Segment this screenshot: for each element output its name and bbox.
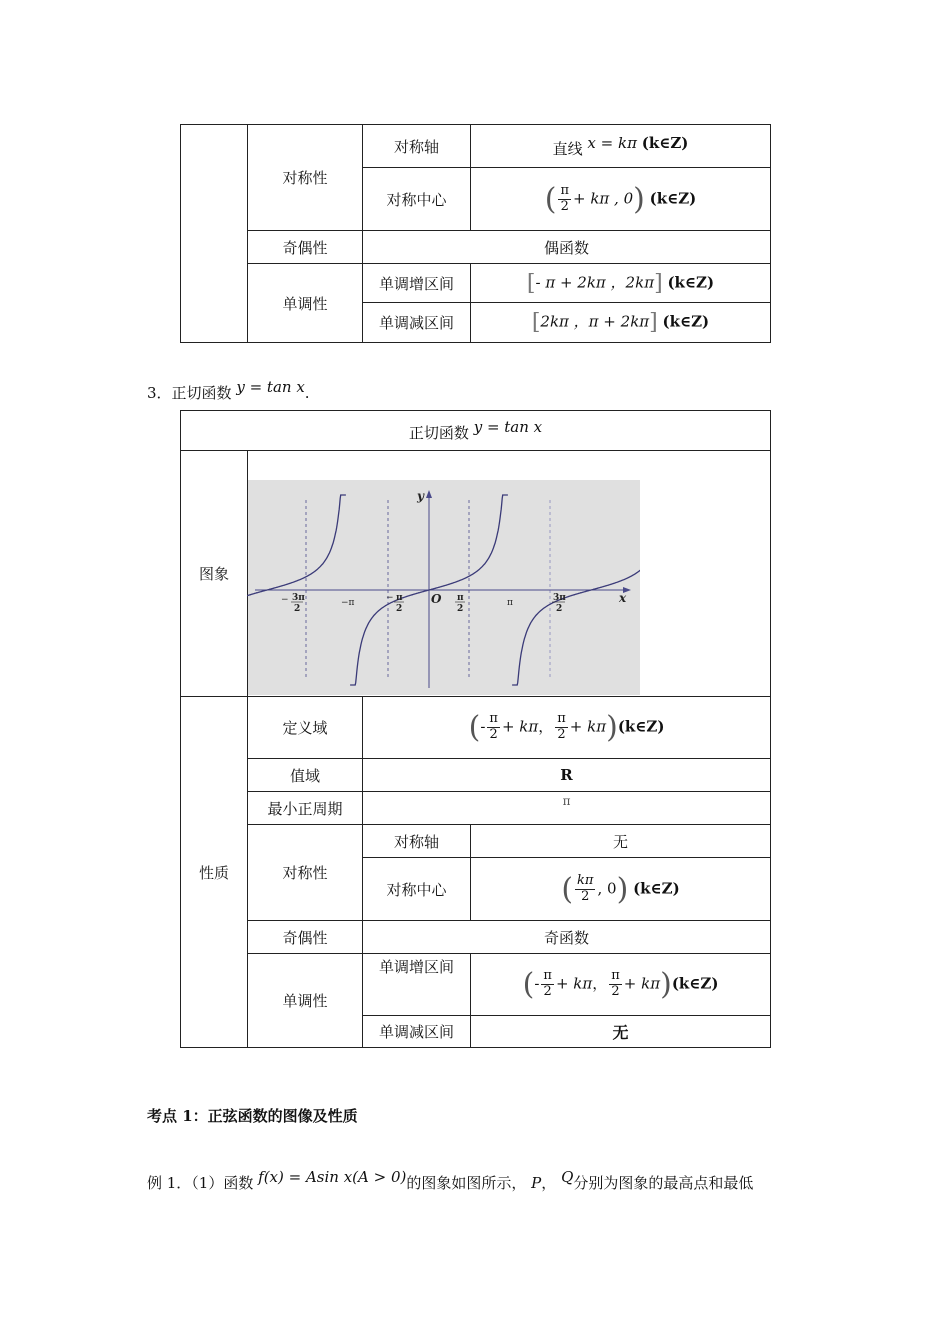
x-axis-label: x: [619, 591, 627, 605]
increase-value-2: (- $\frac{\pi}{2}$ + kπ， $\frac{\pi}{2}$ + kπ)(k∈Z): [471, 954, 771, 1016]
tangent-properties-table: [180, 410, 771, 1048]
decrease-label-2: 单调减区间: [363, 1016, 471, 1048]
kaodian-heading: 考点 1：正弦函数的图像及性质: [147, 1107, 358, 1125]
tick-minus: −: [281, 595, 289, 605]
increase-label: 单调增区间: [363, 264, 471, 303]
symmetry-label: 对称性: [248, 125, 363, 231]
parity-value-2: 奇函数: [363, 921, 771, 954]
example-line: 例 1．（1）函数 f(x) = Asin x(A > 0)的图象如图所示， P， Q分别为图象的最高点和最低: [147, 1168, 754, 1192]
graph-cell: [248, 451, 771, 697]
tick-neg-3pi-2-den: 2: [294, 604, 301, 614]
y-axis-label: y: [417, 489, 424, 503]
graph-label: 图象: [181, 451, 248, 697]
monotonic-label-2: 单调性: [248, 954, 363, 1048]
increase-value: [- π + 2kπ ，2kπ] (k∈Z): [471, 264, 771, 303]
left-merged-cell: [181, 125, 248, 343]
period-label: 最小正周期: [248, 792, 363, 825]
tick-pi-2-num: π: [457, 593, 464, 603]
center-label-2: 对称中心: [363, 858, 471, 921]
tick-neg-pi: −π: [341, 598, 355, 608]
parity-label-2: 奇偶性: [248, 921, 363, 954]
decrease-value: [2kπ ，π + 2kπ] (k∈Z): [471, 303, 771, 343]
tick-pi-2-den: 2: [457, 604, 464, 614]
decrease-label: 单调减区间: [363, 303, 471, 343]
cosine-properties-table-continued: [180, 124, 771, 343]
center-value-2: ( $\frac{k\pi}{2}$ , 0) (k∈Z): [471, 858, 771, 921]
decrease-value-2: 无: [471, 1016, 771, 1048]
tick-neg-3pi-2-num: 3π: [292, 593, 305, 603]
tick-3pi-2-num: 3π: [553, 593, 566, 603]
symmetry-label-2: 对称性: [248, 825, 363, 921]
parity-label: 奇偶性: [248, 231, 363, 264]
center-label: 对称中心: [363, 168, 471, 231]
tick-pi: π: [507, 598, 513, 608]
tick-neg-pi-2-den: 2: [396, 604, 403, 614]
tangent-header: 正切函数 y = tan x: [181, 411, 771, 451]
axis-value: 直线 x = kπ (k∈Z): [471, 125, 771, 168]
props-label: 性质: [181, 697, 248, 1048]
tick-3pi-2-den: 2: [556, 604, 563, 614]
increase-label-2: 单调增区间: [363, 954, 471, 1016]
tangent-graph: [247, 480, 640, 695]
tick-minus-2: −: [386, 593, 394, 603]
domain-label: 定义域: [248, 697, 363, 759]
y-axis-arrow-icon: [426, 490, 432, 498]
monotonic-label: 单调性: [248, 264, 363, 343]
center-value: ( $\frac{\pi}{2}$ + kπ , 0) (k∈Z): [471, 168, 771, 231]
axis-value-2: 无: [471, 825, 771, 858]
axis-label: 对称轴: [363, 125, 471, 168]
origin-label: O: [431, 592, 442, 606]
center-fraction: $\frac{\pi}{2}$: [560, 182, 569, 214]
tick-neg-pi-2-num: π: [396, 593, 403, 603]
parity-value: 偶函数: [363, 231, 771, 264]
range-value: R: [363, 759, 771, 792]
period-value: π: [363, 792, 771, 825]
domain-value: (- $\frac{\pi}{2}$ + kπ， $\frac{\pi}{2}$ + kπ)(k∈Z): [363, 697, 771, 759]
range-label: 值域: [248, 759, 363, 792]
section-3-heading: 3．正切函数 y = tan x.: [147, 378, 310, 402]
tangent-graph-svg: [247, 480, 640, 695]
axis-label-2: 对称轴: [363, 825, 471, 858]
